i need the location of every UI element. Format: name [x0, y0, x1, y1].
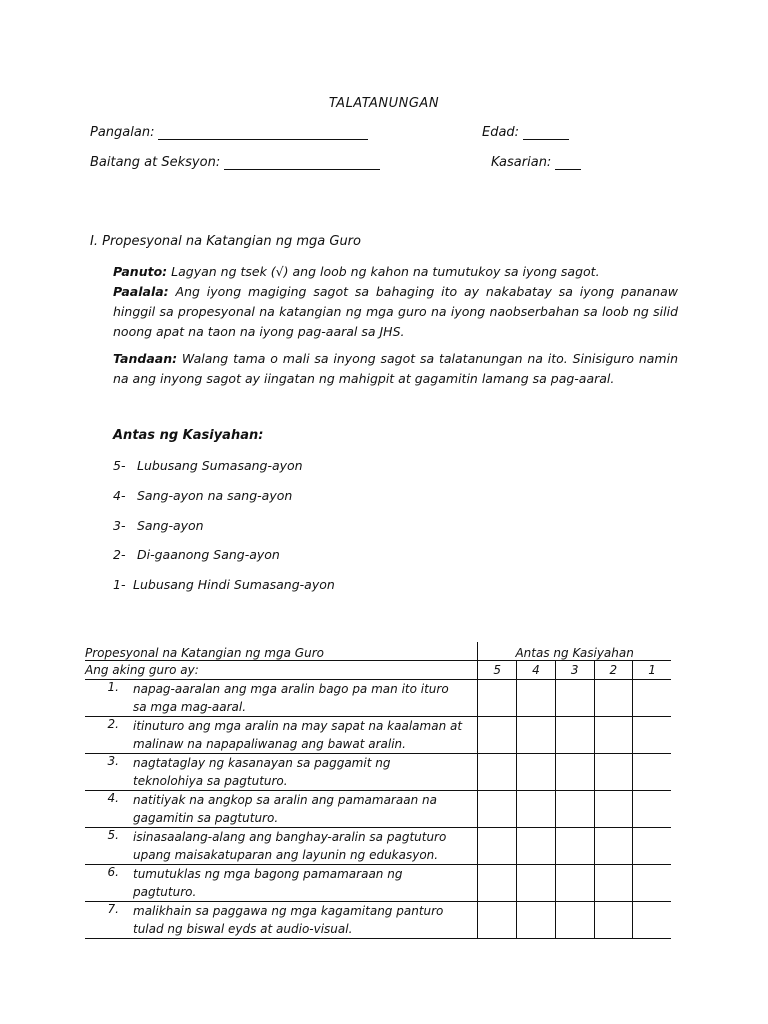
scale-item	[113, 458, 303, 473]
row-statement	[85, 865, 478, 902]
row-statement	[85, 754, 478, 791]
checkbox-cell-4[interactable]	[517, 754, 556, 791]
checkbox-cell-2[interactable]	[594, 791, 633, 828]
tandaan-text: Walang tama o mali sa inyong sagot sa talatanungan na ito. Sinisiguro namin na ang inyong sagot ay iingatan ng mahigpit at gagamitin lamang sa pag-aaral.	[113, 351, 678, 386]
checkbox-cell-5[interactable]	[478, 791, 517, 828]
name-field	[90, 125, 368, 140]
checkbox-cell-2[interactable]	[594, 902, 633, 939]
scale-item-label: Sang-ayon na sang-ayon	[137, 488, 293, 503]
table-header-antas: Antas ng Kasiyahan	[478, 642, 671, 661]
checkbox-cell-4[interactable]	[517, 791, 556, 828]
checkbox-cell-1[interactable]	[633, 865, 671, 902]
tandaan-paragraph	[113, 349, 678, 389]
checkbox-cell-1[interactable]	[633, 902, 671, 939]
table-row	[85, 717, 671, 754]
row-statement	[85, 717, 478, 754]
scale-item-number: 5-	[113, 458, 126, 473]
checkbox-cell-3[interactable]	[555, 791, 594, 828]
checkbox-cell-3[interactable]	[555, 680, 594, 717]
row-number: 2.	[107, 717, 119, 731]
checkbox-cell-5[interactable]	[478, 828, 517, 865]
scale-item-number: 1-	[113, 577, 126, 592]
table-row	[85, 865, 671, 902]
checkbox-cell-4[interactable]	[517, 902, 556, 939]
row-statement	[85, 680, 478, 717]
row-number: 7.	[107, 902, 119, 916]
checkbox-cell-2[interactable]	[594, 717, 633, 754]
score-header-5: 5	[478, 661, 517, 680]
checkbox-cell-3[interactable]	[555, 754, 594, 791]
scale-item	[113, 488, 292, 503]
checkbox-cell-4[interactable]	[517, 865, 556, 902]
checkbox-cell-3[interactable]	[555, 828, 594, 865]
table-row	[85, 828, 671, 865]
checkbox-cell-5[interactable]	[478, 865, 517, 902]
grade-section-blank[interactable]	[224, 157, 380, 170]
checkbox-cell-3[interactable]	[555, 865, 594, 902]
score-header-2: 2	[594, 661, 633, 680]
checkbox-cell-3[interactable]	[555, 717, 594, 754]
age-blank[interactable]	[523, 127, 569, 140]
checkbox-cell-2[interactable]	[594, 828, 633, 865]
scale-item-label: Lubusang Sumasang-ayon	[137, 458, 303, 473]
row-text: malikhain sa paggawa ng mga kagamitang panturo tulad ng biswal eyds at audio-visual.	[133, 904, 444, 936]
checkbox-cell-1[interactable]	[633, 717, 671, 754]
table-header-main: Propesyonal na Katangian ng mga Guro	[85, 642, 478, 661]
checkbox-cell-1[interactable]	[633, 828, 671, 865]
score-header-3: 3	[555, 661, 594, 680]
checkbox-cell-1[interactable]	[633, 754, 671, 791]
tandaan-label: Tandaan:	[113, 351, 178, 366]
row-number: 5.	[107, 828, 119, 842]
panuto-text: Lagyan ng tsek (√) ang loob ng kahon na tumutukoy sa iyong sagot.	[167, 264, 600, 279]
checkbox-cell-5[interactable]	[478, 902, 517, 939]
row-text: natitiyak na angkop sa aralin ang pamamaraan na gagamitin sa pagtuturo.	[133, 793, 437, 825]
scale-item-number: 2-	[113, 547, 126, 562]
checkbox-cell-1[interactable]	[633, 791, 671, 828]
row-number: 6.	[107, 865, 119, 879]
scale-item-number: 3-	[113, 518, 126, 533]
scale-item	[113, 577, 335, 592]
rating-table	[85, 642, 671, 939]
checkbox-cell-4[interactable]	[517, 680, 556, 717]
row-statement	[85, 902, 478, 939]
sex-label: Kasarian:	[491, 155, 552, 170]
row-text: napag-aaralan ang mga aralin bago pa man ito ituro sa mga mag-aaral.	[133, 682, 449, 714]
checkbox-cell-4[interactable]	[517, 828, 556, 865]
row-text: tumutuklas ng mga bagong pamamaraan ng pagtuturo.	[133, 867, 403, 899]
checkbox-cell-5[interactable]	[478, 754, 517, 791]
sex-blank[interactable]	[555, 157, 581, 170]
checkbox-cell-2[interactable]	[594, 865, 633, 902]
table-header-row	[85, 642, 671, 661]
name-blank[interactable]	[158, 127, 368, 140]
row-number: 4.	[107, 791, 119, 805]
panuto-label: Panuto:	[113, 264, 168, 279]
row-statement	[85, 791, 478, 828]
row-text: itinuturo ang mga aralin na may sapat na kaalaman at malinaw na napapaliwanag ang bawat aralin.	[133, 719, 463, 751]
paalala-label: Paalala:	[113, 284, 169, 299]
checkbox-cell-5[interactable]	[478, 717, 517, 754]
grade-section-field	[90, 155, 380, 170]
scale-item	[113, 518, 204, 533]
scale-item-label: Lubusang Hindi Sumasang-ayon	[133, 577, 335, 592]
score-header-4: 4	[517, 661, 556, 680]
table-subheader: Ang aking guro ay:	[85, 661, 478, 680]
checkbox-cell-5[interactable]	[478, 680, 517, 717]
age-field	[482, 125, 569, 140]
sex-field	[491, 155, 581, 170]
table-row	[85, 680, 671, 717]
panuto-paragraph	[113, 262, 678, 282]
paalala-text: Ang iyong magiging sagot sa bahaging ito ay nakabatay sa iyong pananaw hinggil sa propesyonal na katangian ng mga guro na iyong naobserbahan sa loob ng silid noong apat na taon na iyong pag-aaral sa JHS.	[113, 284, 678, 339]
row-statement	[85, 828, 478, 865]
checkbox-cell-3[interactable]	[555, 902, 594, 939]
score-header-1: 1	[633, 661, 671, 680]
section-title: I. Propesyonal na Katangian ng mga Guro	[90, 234, 361, 249]
checkbox-cell-2[interactable]	[594, 680, 633, 717]
checkbox-cell-1[interactable]	[633, 680, 671, 717]
row-text: isinasaalang-alang ang banghay-aralin sa pagtuturo upang maisakatuparan ang layunin ng edukasyon.	[133, 830, 447, 862]
table-row	[85, 791, 671, 828]
row-number: 3.	[107, 754, 119, 768]
document-title: TALATANUNGAN	[328, 96, 440, 111]
grade-section-label: Baitang at Seksyon:	[90, 155, 221, 170]
scale-title: Antas ng Kasiyahan:	[113, 428, 264, 443]
scale-item-number: 4-	[113, 488, 126, 503]
age-label: Edad:	[482, 125, 520, 140]
checkbox-cell-2[interactable]	[594, 754, 633, 791]
table-row	[85, 754, 671, 791]
table-row	[85, 902, 671, 939]
row-text: nagtataglay ng kasanayan sa paggamit ng teknolohiya sa pagtuturo.	[133, 756, 391, 788]
scale-item-label: Di-gaanong Sang-ayon	[137, 547, 280, 562]
row-number: 1.	[107, 680, 119, 694]
name-label: Pangalan:	[90, 125, 155, 140]
table-subheader-row	[85, 661, 671, 680]
scale-item	[113, 547, 280, 562]
scale-item-label: Sang-ayon	[137, 518, 204, 533]
paalala-paragraph	[113, 282, 678, 342]
checkbox-cell-4[interactable]	[517, 717, 556, 754]
